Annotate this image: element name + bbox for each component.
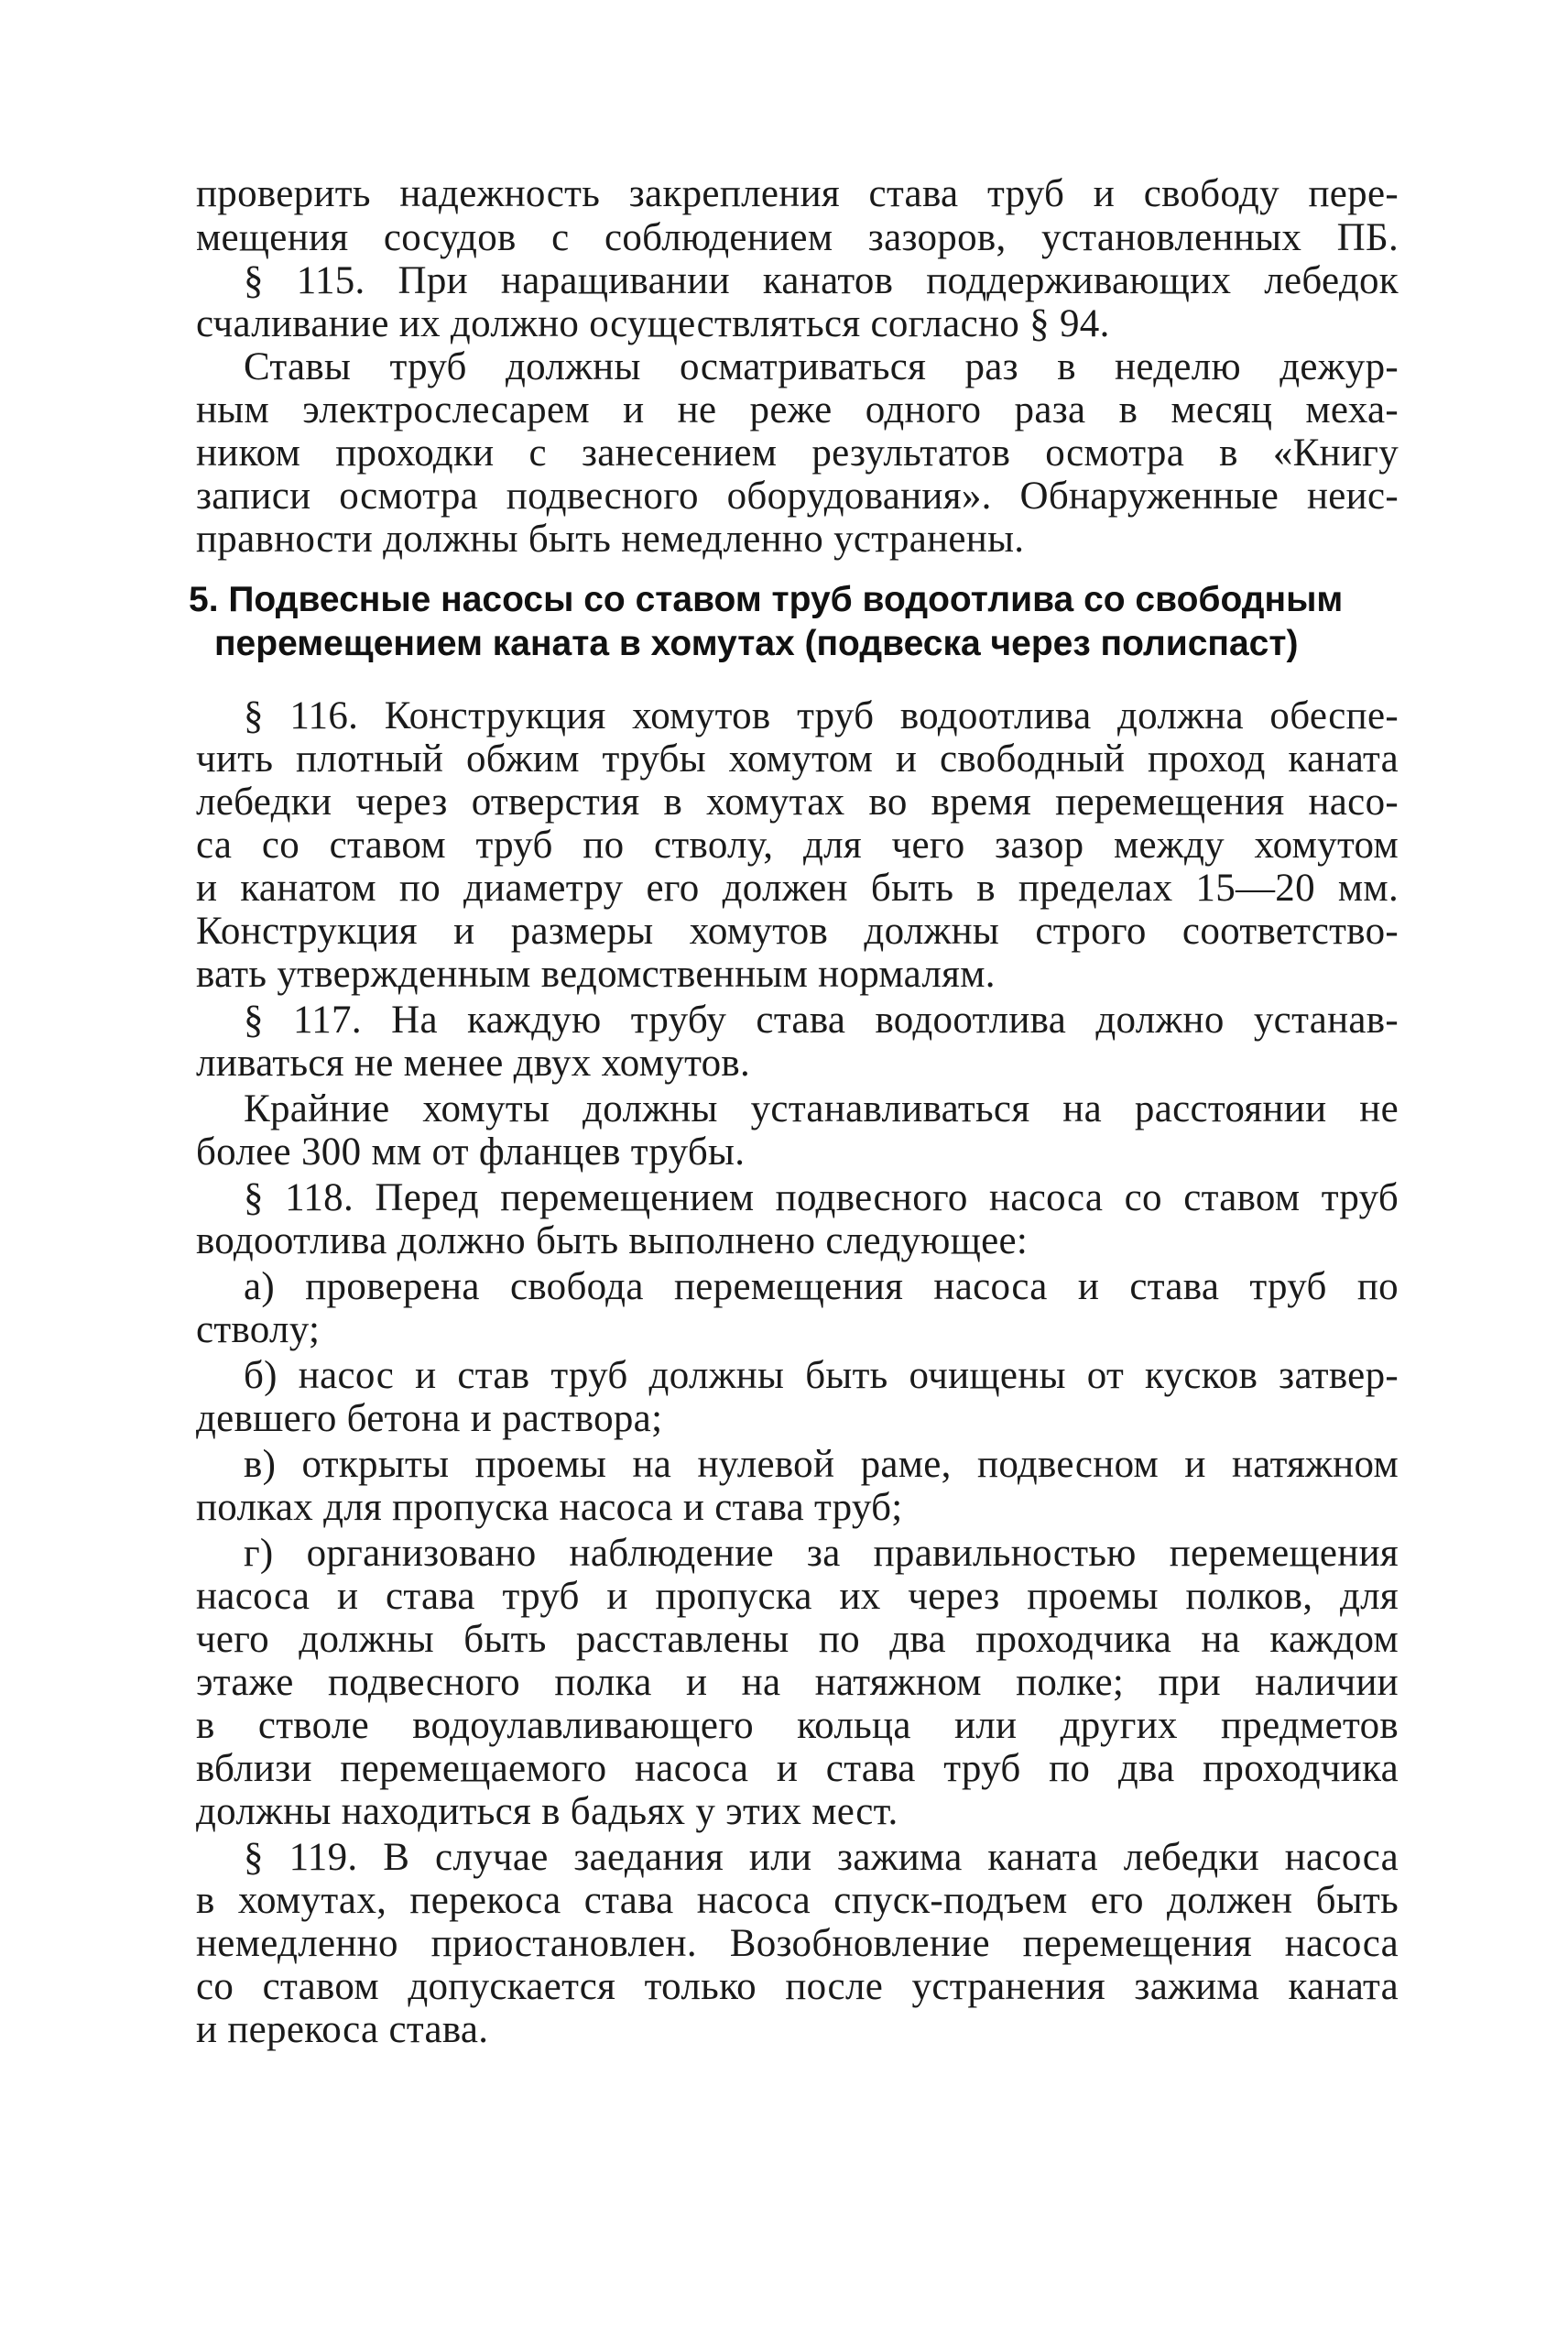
text-line: са со ставом труб по стволу, для чего зазор между хомутом (196, 824, 1399, 867)
text-line: чить плотный обжим трубы хомутом и свободный проход каната (196, 737, 1399, 781)
text-line: записи осмотра подвесного оборудования». Обнаруженные неис- (196, 475, 1399, 518)
text-line: правности должны быть немедленно устранены. (196, 518, 1025, 561)
text-line: Крайние хомуты должны устанавливаться на расстоянии не (244, 1087, 1399, 1130)
text-line: б) насос и став труб должны быть очищены от кусков затвер- (244, 1354, 1399, 1397)
text-line: со ставом допускается только после устранения зажима каната (196, 1965, 1399, 2008)
text-line: Ставы труб должны осматриваться раз в неделю дежур- (244, 345, 1399, 388)
text-line: девшего бетона и раствора; (196, 1397, 663, 1440)
text-line: а) проверена свобода перемещения насоса и става труб по (244, 1265, 1399, 1308)
text-line: и канатом по диаметру его должен быть в пределах 15—20 мм. (196, 867, 1399, 910)
text-line: вать утвержденным ведомственным нормалям. (196, 953, 996, 996)
text-line: немедленно приостановлен. Возобновление перемещения насоса (196, 1922, 1399, 1965)
text-line: в хомутах, перекоса става насоса спуск-подъем его должен быть (196, 1879, 1399, 1922)
text-line: в стволе водоулавливающего кольца или других предметов (196, 1704, 1399, 1747)
text-line: водоотлива должно быть выполнено следующее: (196, 1219, 1029, 1262)
text-line: полках для пропуска насоса и става труб; (196, 1486, 903, 1529)
text-line: § 119. В случае заедания или зажима каната лебедки насоса (244, 1836, 1399, 1879)
text-line: ником проходки с занесением результатов осмотра в «Книгу (196, 431, 1399, 475)
text-line: § 117. На каждую трубу става водоотлива должно устанав- (244, 999, 1399, 1042)
text-line: лебедки через отверстия в хомутах во время перемещения насо- (196, 781, 1399, 824)
text-line: § 115. При наращивании канатов поддерживающих лебедок (244, 259, 1399, 302)
text-line: стволу; (196, 1308, 321, 1351)
text-line: § 116. Конструкция хомутов труб водоотлива должна обеспе- (244, 694, 1399, 737)
text-line: и перекоса става. (196, 2008, 489, 2051)
section-heading-line-1: 5. Подвесные насосы со ставом труб водоотлива со свободным (189, 580, 1344, 619)
text-line: Конструкция и размеры хомутов должны строго соответство- (196, 910, 1399, 953)
text-line: более 300 мм от фланцев трубы. (196, 1130, 746, 1174)
text-line: ным электрослесарем и не реже одного раза в месяц меха- (196, 388, 1399, 431)
text-line: § 118. Перед перемещением подвесного насоса со ставом труб (244, 1176, 1399, 1219)
text-line: насоса и става труб и пропуска их через проемы полков, для (196, 1575, 1399, 1618)
text-line: г) организовано наблюдение за правильностью перемещения (244, 1532, 1399, 1575)
text-line: счаливание их должно осуществляться согласно § 94. (196, 302, 1110, 345)
text-line: ливаться не менее двух хомутов. (196, 1042, 751, 1085)
text-line: проверить надежность закрепления става труб и свободу пере- (196, 172, 1399, 215)
text-line: мещения сосудов с соблюдением зазоров, установленных ПБ. (196, 216, 1399, 259)
text-line: чего должны быть расставлены по два проходчика на каждом (196, 1618, 1399, 1661)
text-line: должны находиться в бадьях у этих мест. (196, 1790, 898, 1833)
section-heading-line-2: перемещением каната в хомутах (подвеска через полиспаст) (214, 624, 1299, 663)
text-line: этаже подвесного полка и на натяжном полке; при наличии (196, 1661, 1399, 1704)
text-line: в) открыты проемы на нулевой раме, подвесном и натяжном (244, 1443, 1399, 1486)
text-line: вблизи перемещаемого насоса и става труб по два проходчика (196, 1747, 1399, 1790)
